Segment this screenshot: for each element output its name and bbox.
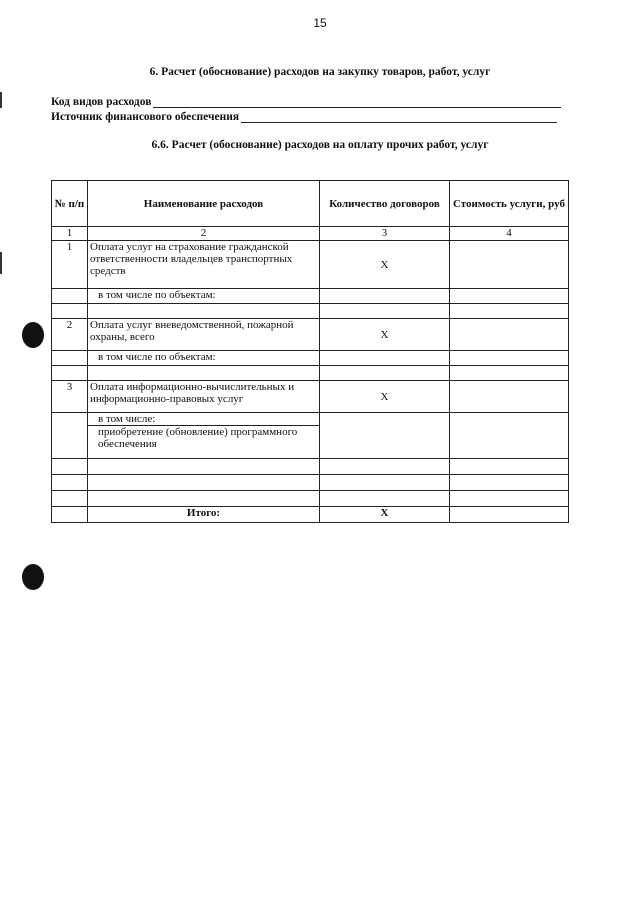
margin-mark bbox=[0, 252, 2, 274]
header-qty: Количество договоров bbox=[320, 181, 450, 227]
row1-qty: X bbox=[320, 241, 450, 289]
empty-cell[interactable] bbox=[450, 491, 569, 507]
subsection-title: 6.6. Расчет (обоснование) расходов на оплату прочих работ, услуг bbox=[151, 139, 489, 151]
row2-cost[interactable] bbox=[450, 319, 569, 351]
empty-cell[interactable] bbox=[320, 351, 450, 366]
empty-cell[interactable] bbox=[320, 304, 450, 319]
table-row bbox=[52, 366, 569, 381]
row2-name: Оплата услуг вневедомственной, пожарной охраны, всего bbox=[88, 319, 320, 351]
empty-cell[interactable] bbox=[320, 289, 450, 304]
row2-num: 2 bbox=[52, 319, 88, 351]
row3-name: Оплата информационно-вычислительных и информационно-правовых услуг bbox=[88, 381, 320, 413]
colnum-1: 1 bbox=[52, 227, 88, 241]
empty-cell[interactable] bbox=[88, 475, 320, 491]
header-num: № п/п bbox=[52, 181, 88, 227]
header-name: Наименование расходов bbox=[88, 181, 320, 227]
row3-qty: X bbox=[320, 381, 450, 413]
expense-type-label: Код видов расходов bbox=[51, 96, 152, 108]
empty-cell[interactable] bbox=[320, 475, 450, 491]
expense-table bbox=[51, 180, 569, 523]
total-label: Итого: bbox=[88, 507, 320, 523]
colnum-2: 2 bbox=[88, 227, 320, 241]
empty-cell bbox=[52, 304, 88, 319]
empty-cell[interactable] bbox=[88, 366, 320, 381]
empty-cell[interactable] bbox=[450, 413, 569, 459]
total-cost[interactable] bbox=[450, 507, 569, 523]
header-cost: Стоимость услуги, руб bbox=[450, 181, 569, 227]
table-row bbox=[52, 475, 569, 491]
empty-cell[interactable] bbox=[450, 304, 569, 319]
empty-cell[interactable] bbox=[88, 304, 320, 319]
column-number-row bbox=[52, 227, 569, 241]
funding-source-field bbox=[51, 111, 557, 123]
row1-name: Оплата услуг на страхование гражданской ответственности владельцев транспортных средств bbox=[88, 241, 320, 289]
empty-cell[interactable] bbox=[320, 413, 450, 459]
colnum-3: 3 bbox=[320, 227, 450, 241]
empty-cell[interactable] bbox=[450, 366, 569, 381]
empty-cell[interactable] bbox=[450, 289, 569, 304]
empty-cell[interactable] bbox=[320, 366, 450, 381]
page-number: 15 bbox=[313, 16, 327, 30]
empty-cell[interactable] bbox=[320, 491, 450, 507]
row3-subs bbox=[88, 413, 320, 459]
table-row bbox=[52, 241, 569, 289]
empty-cell[interactable] bbox=[450, 475, 569, 491]
total-qty: X bbox=[320, 507, 450, 523]
empty-cell bbox=[52, 289, 88, 304]
expense-type-underline[interactable] bbox=[153, 96, 561, 108]
table-row bbox=[52, 491, 569, 507]
funding-source-label: Источник финансового обеспечения bbox=[51, 111, 240, 123]
margin-mark bbox=[0, 92, 2, 108]
empty-cell bbox=[52, 491, 88, 507]
section-title: 6. Расчет (обоснование) расходов на закупку товаров, работ, услуг bbox=[149, 66, 491, 78]
table-row bbox=[52, 459, 569, 475]
row3-sub1: в том числе: bbox=[98, 413, 156, 425]
row2-qty: X bbox=[320, 319, 450, 351]
empty-cell bbox=[52, 507, 88, 523]
empty-cell[interactable] bbox=[450, 459, 569, 475]
table-row bbox=[52, 351, 569, 366]
empty-cell bbox=[52, 351, 88, 366]
punch-hole-top bbox=[22, 322, 44, 348]
row3-sub2: приобретение (обновление) программного обеспечения bbox=[88, 425, 319, 450]
funding-source-underline[interactable] bbox=[241, 111, 557, 123]
table-header-row bbox=[52, 181, 569, 227]
table-row bbox=[52, 289, 569, 304]
table-row bbox=[52, 413, 569, 459]
empty-cell[interactable] bbox=[450, 351, 569, 366]
empty-cell[interactable] bbox=[88, 491, 320, 507]
row1-cost[interactable] bbox=[450, 241, 569, 289]
row3-cost[interactable] bbox=[450, 381, 569, 413]
empty-cell bbox=[52, 366, 88, 381]
table-row bbox=[52, 304, 569, 319]
punch-hole-bottom bbox=[22, 564, 44, 590]
empty-cell[interactable] bbox=[320, 459, 450, 475]
table-row bbox=[52, 319, 569, 351]
empty-cell[interactable] bbox=[88, 459, 320, 475]
row2-sub: в том числе по объектам: bbox=[88, 351, 320, 366]
row1-sub: в том числе по объектам: bbox=[88, 289, 320, 304]
empty-cell bbox=[52, 475, 88, 491]
total-row bbox=[52, 507, 569, 523]
colnum-4: 4 bbox=[450, 227, 569, 241]
expense-type-field bbox=[51, 96, 561, 108]
row1-num: 1 bbox=[52, 241, 88, 289]
row3-num: 3 bbox=[52, 381, 88, 413]
table-row bbox=[52, 381, 569, 413]
empty-cell bbox=[52, 459, 88, 475]
empty-cell bbox=[52, 413, 88, 459]
